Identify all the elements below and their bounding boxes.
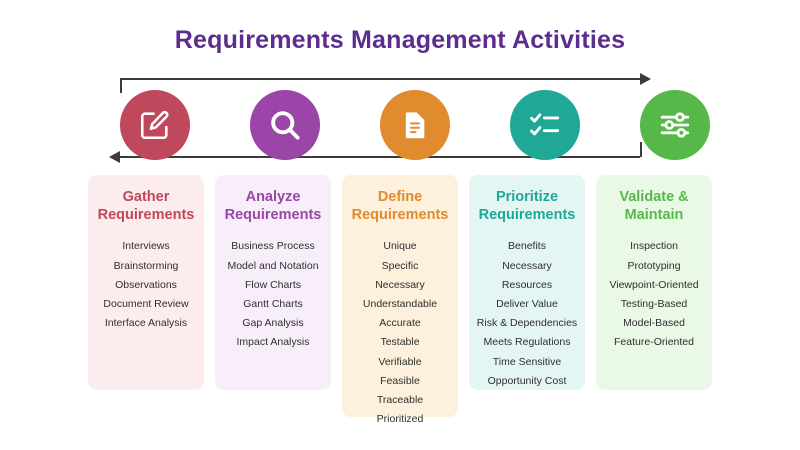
list-item: Document Review bbox=[103, 297, 189, 310]
column-title: Define Requirements bbox=[351, 189, 449, 223]
sliders-settings-icon bbox=[658, 108, 692, 142]
list-item: Inspection bbox=[630, 240, 678, 253]
step-icon-prioritize[interactable] bbox=[510, 90, 580, 160]
list-item: Prioritized bbox=[376, 413, 424, 426]
column-title: Validate & Maintain bbox=[619, 189, 689, 223]
column-item-list bbox=[473, 237, 581, 391]
page-title: Requirements Management Activities bbox=[174, 26, 626, 54]
list-item: Impact Analysis bbox=[236, 336, 310, 349]
edit-pencil-square-icon bbox=[138, 108, 172, 142]
left-corner-connector bbox=[120, 79, 122, 93]
column-prioritize-requirements[interactable] bbox=[469, 175, 585, 390]
right-corner-connector bbox=[640, 142, 642, 157]
list-item: Deliver Value bbox=[496, 297, 558, 310]
list-item: Prototyping bbox=[627, 259, 681, 272]
list-item: Opportunity Cost bbox=[487, 374, 567, 387]
step-icon-analyze[interactable] bbox=[250, 90, 320, 160]
list-item: Brainstorming bbox=[113, 259, 179, 272]
list-item: Viewpoint-Oriented bbox=[609, 278, 699, 291]
list-item: Meets Regulations bbox=[483, 336, 571, 349]
column-title: Analyze Requirements bbox=[224, 189, 322, 223]
list-item: Flow Charts bbox=[244, 278, 301, 291]
list-item: Interviews bbox=[122, 240, 170, 253]
column-item-list bbox=[92, 237, 200, 333]
column-item-list bbox=[346, 237, 454, 429]
list-item: Accurate bbox=[379, 317, 421, 330]
list-item: Testing-Based bbox=[620, 297, 688, 310]
list-item: Necessary bbox=[502, 259, 552, 272]
list-item: Specific bbox=[381, 259, 419, 272]
list-item: Benefits bbox=[508, 240, 546, 253]
list-item: Resources bbox=[501, 278, 553, 291]
column-gather-requirements[interactable] bbox=[88, 175, 204, 390]
step-icon-validate[interactable] bbox=[640, 90, 710, 160]
activity-columns bbox=[88, 175, 712, 425]
list-item: Risk & Dependencies bbox=[476, 317, 578, 330]
list-item: Testable bbox=[380, 336, 420, 349]
column-title: Prioritize Requirements bbox=[478, 189, 576, 223]
list-item: Time Sensitive bbox=[492, 355, 562, 368]
column-item-list bbox=[600, 237, 708, 352]
list-item: Observations bbox=[115, 278, 177, 291]
column-define-requirements[interactable] bbox=[342, 175, 458, 426]
list-item: Gantt Charts bbox=[243, 297, 303, 310]
top-arrow-head-right bbox=[640, 73, 651, 85]
list-item: Necessary bbox=[375, 278, 425, 291]
list-item: Unique bbox=[383, 240, 417, 253]
list-item: Feature-Oriented bbox=[614, 336, 694, 349]
top-arrow-line bbox=[120, 78, 640, 80]
process-flow-arrows bbox=[110, 72, 690, 172]
list-item: Gap Analysis bbox=[242, 317, 304, 330]
list-item: Model-Based bbox=[623, 317, 685, 330]
magnifier-search-icon bbox=[267, 107, 303, 143]
list-item: Model and Notation bbox=[227, 259, 319, 272]
column-title: Gather Requirements bbox=[97, 189, 195, 223]
bottom-arrow-line bbox=[120, 156, 640, 158]
document-file-icon bbox=[399, 109, 431, 141]
list-item: Verifiable bbox=[378, 355, 422, 368]
list-item: Business Process bbox=[231, 240, 315, 253]
column-item-list bbox=[219, 237, 327, 352]
list-item: Interface Analysis bbox=[104, 317, 188, 330]
list-item: Understandable bbox=[362, 297, 438, 310]
checklist-icon bbox=[528, 108, 562, 142]
step-icon-define[interactable] bbox=[380, 90, 450, 160]
column-validate-maintain[interactable] bbox=[596, 175, 712, 390]
step-icon-gather[interactable] bbox=[120, 90, 190, 160]
bottom-arrow-head-left bbox=[109, 151, 120, 163]
list-item: Feasible bbox=[380, 374, 420, 387]
column-analyze-requirements[interactable] bbox=[215, 175, 331, 390]
list-item: Traceable bbox=[376, 394, 424, 406]
